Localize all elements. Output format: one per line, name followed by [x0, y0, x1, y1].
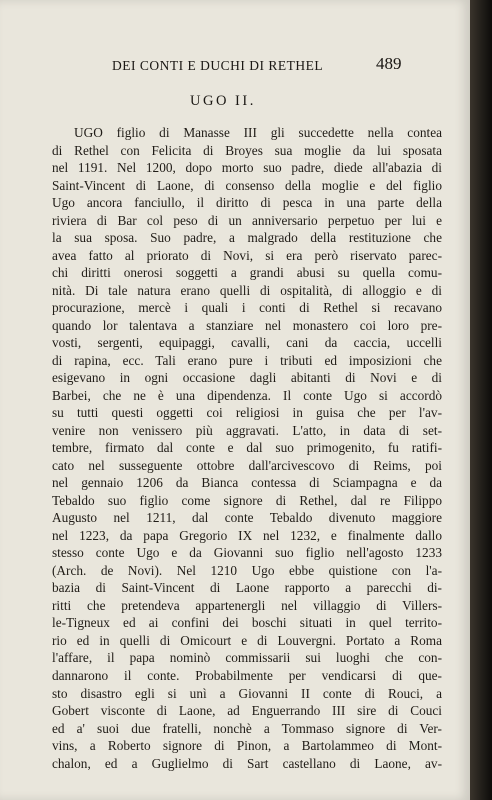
text-line: riviera di Bar col peso di un anniversario perpetuo per lui e	[52, 212, 442, 228]
text-line: chalon, ed a Guglielmo di Sart castellano di Laone, av-	[52, 755, 442, 771]
text-line: ritti che pretendeva appartenergli nel villaggio di Villers-	[52, 597, 442, 613]
text-line: la sua sposa. Suo padre, a malgrado della restituzione che	[52, 230, 442, 246]
text-line: (Arch. de Novi). Nel 1210 Ugo ebbe quistione con l'a-	[52, 562, 442, 578]
text-line: dannarono il conte. Probabilmente per vendicarsi di que-	[52, 667, 442, 683]
running-head: DEI CONTI E DUCHI DI RETHEL	[112, 58, 324, 73]
text-line: rio ed in quelli di Omicourt e di Louvergni. Portato a Roma	[52, 632, 442, 648]
text-line: l'affare, il papa nominò commissarii sui luoghi che con-	[52, 650, 442, 666]
text-line: nel 1191. Nel 1200, dopo morto suo padre, diede all'abazia di	[52, 160, 442, 176]
text-line: tembre, firmato dal conte e dal suo primogenito, fu ratifi-	[52, 440, 442, 456]
text-line: le-Tigneux ed ai confini dei boschi situati in quel territo-	[52, 615, 442, 631]
text-line: Saint-Vincent di Laone, di consenso della moglie e del figlio	[52, 177, 442, 193]
text-line: cato nel susseguente ottobre dall'arcivescovo di Reims, poi	[52, 457, 442, 473]
text-line: procurazione, mercè i quali i conti di Rethel si recavano	[52, 300, 442, 316]
text-line: bazia di Saint-Vincent di Laone rapporto a parecchi di-	[52, 580, 442, 596]
text-line: Augusto nel 1211, dal conte Tebaldo divenuto maggiore	[52, 510, 442, 526]
text-line: venire non venissero più aggravati. L'atto, in data di set-	[52, 422, 442, 438]
text-line: sto disastro egli si unì a Giovanni II conte di Rouci, a	[52, 685, 442, 701]
text-line: su tutti questi oggetti coi religiosi in guisa che per l'av-	[52, 405, 442, 421]
text-line: quando lor talentava a stanziare nel monastero coi loro pre-	[52, 317, 442, 333]
text-line: esigevano in ogni occasione dagli abitanti di Novi e di	[52, 370, 442, 386]
text-line: Barbei, che ne è una dipendenza. Il conte Ugo si accordò	[52, 387, 442, 403]
text-line: Gobert visconte di Laone, ad Enguerrando III sire di Couci	[52, 703, 442, 719]
text-line: di Rethel con Felicita di Broyes sua moglie da lui sposata	[52, 142, 442, 158]
text-line: nel gennaio 1206 da Bianca contessa di Sciampagna e da	[52, 475, 442, 491]
text-line: di rapina, ecc. Tali erano pure i tributi ed imposizioni che	[52, 352, 442, 368]
text-line: stesso conte Ugo e da Giovanni suo figlio nell'agosto 1233	[52, 545, 442, 561]
text-line: Tebaldo suo figlio come signore di Rethel, dal re Filippo	[52, 492, 442, 508]
text-line: UGO figlio di Manasse III gli succedette nella contea	[74, 125, 442, 140]
text-line: vosti, sergenti, equipaggi, cavalli, cani da caccia, uccelli	[52, 335, 442, 351]
page-number: 489	[376, 54, 402, 73]
text-line: avea fatto al priorato di Novi, si era però riservato parec-	[52, 247, 442, 263]
text-line: chi diritti onerosi soggetti a grandi abusi su quella comu-	[52, 265, 442, 281]
body-text	[52, 124, 442, 772]
text-line: Ugo ancora fanciullo, il diritto di pesca in una parte della	[52, 195, 442, 211]
text-line: vins, a Roberto signore di Pinon, a Bartolammeo di Mont-	[52, 738, 442, 754]
section-title: UGO II.	[190, 93, 256, 109]
text-line: ed a' suoi due fratelli, nonchè a Tommaso signore di Ver-	[52, 720, 442, 736]
text-line: nel 1223, da papa Gregorio IX nel 1232, e finalmente dallo	[52, 527, 442, 543]
page-gutter	[470, 0, 492, 800]
text-line: nità. Di tale natura erano quelli di ospitalità, di alloggio e di	[52, 282, 442, 298]
